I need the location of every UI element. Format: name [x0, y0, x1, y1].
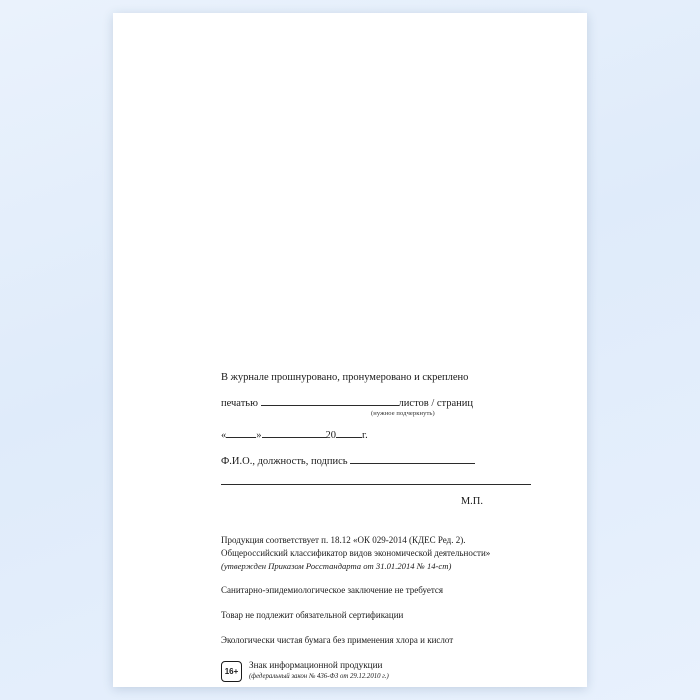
legal-block: [221, 534, 551, 682]
sheets-count-line: [221, 396, 551, 411]
okved-line-2: Общероссийский классификатор видов экономической деятельности»: [221, 548, 491, 559]
info-mark-law: (федеральный закон № 436-ФЗ от 29.12.2010 г.): [249, 672, 389, 680]
date-quote-close: »: [256, 430, 262, 442]
certification-block: [221, 371, 551, 385]
signature-second-rule[interactable]: [221, 483, 531, 485]
seal-label: М.П.: [460, 496, 483, 508]
signature-label: Ф.И.О., должность, подпись: [221, 456, 348, 468]
info-mark-row: [221, 660, 551, 682]
date-year-field[interactable]: [336, 428, 362, 438]
date-quote-open: «: [221, 430, 227, 442]
sheets-count-hint: (нужное подчеркнуть): [371, 410, 435, 418]
date-row: [221, 428, 551, 443]
document-content: [221, 371, 551, 682]
certification-note: Товар не подлежит обязательной сертификации: [221, 609, 404, 620]
info-mark-title: Знак информационной продукции: [249, 660, 383, 671]
paper-note: Экологически чистая бумага без применения хлора и кислот: [221, 634, 454, 645]
sheets-prefix-label: печатью: [221, 398, 258, 410]
age-rating-icon: 16+: [221, 661, 242, 682]
sheets-count-field[interactable]: [261, 396, 399, 406]
date-year-tail: г.: [362, 430, 368, 442]
info-mark-text: [249, 660, 389, 681]
date-day-field[interactable]: [226, 428, 256, 438]
sanitary-note: Санитарно-эпидемиологическое заключение не требуется: [221, 585, 444, 596]
date-line: [221, 428, 551, 443]
signature-row: [221, 454, 551, 485]
sheets-count-row: [221, 396, 551, 417]
document-page: [113, 13, 587, 687]
certification-line-1: В журнале прошнуровано, пронумеровано и скреплено: [221, 372, 469, 383]
date-year-prefix: 20: [325, 430, 336, 442]
sheets-suffix-label: листов / страниц: [398, 398, 474, 410]
okved-line-1: Продукция соответствует п. 18.12 «ОК 029-2014 (КДЕС Ред. 2).: [221, 535, 466, 546]
signature-field[interactable]: [350, 454, 475, 464]
date-month-field[interactable]: [262, 428, 326, 438]
signature-line: [221, 454, 551, 469]
okved-line-3: (утвержден Приказом Росстандарта от 31.01.2014 № 14-ст): [221, 560, 452, 571]
